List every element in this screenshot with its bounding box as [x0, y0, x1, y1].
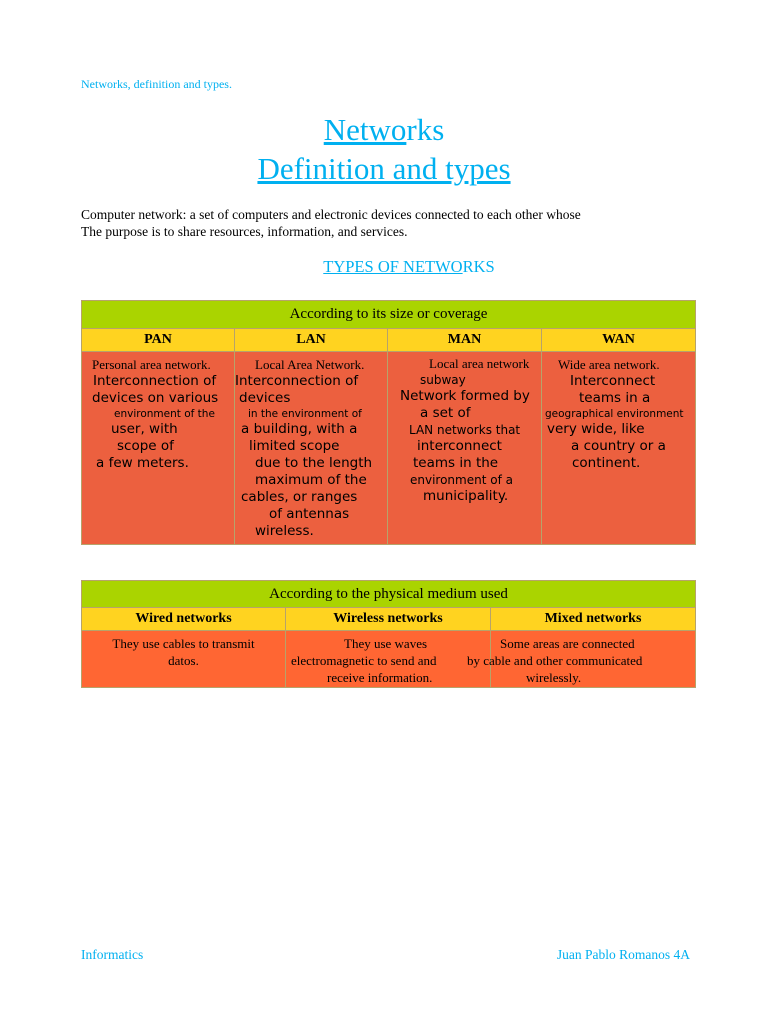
footer-subject: Informatics: [81, 947, 144, 962]
size-coverage-table: [81, 300, 696, 545]
intro-line-1: Computer network: a set of computers and electronic devices connected to each other whose: [81, 207, 581, 222]
col-wan: WAN: [542, 329, 696, 352]
wired-cell: They use cables to transmit datos.: [82, 631, 286, 688]
wan-cell: Wide area network. Interconnect teams in a geographical environment very wide, like a country or a continent.: [542, 352, 696, 545]
mixed-cell: Some areas are connected by cable and other communicated wirelessly.: [491, 631, 696, 688]
size-table-header: According to its size or coverage: [82, 301, 696, 329]
pan-cell: Personal area network. Interconnection of devices on various environment of the user, with scope of a few meters.: [82, 352, 235, 545]
col-man: MAN: [388, 329, 542, 352]
physical-medium-table: [81, 580, 696, 688]
col-wireless: Wireless networks: [286, 608, 491, 631]
intro-paragraph: [81, 206, 701, 240]
col-mixed: Mixed networks: [491, 608, 696, 631]
footer-author: Juan Pablo Romanos 4A: [556, 947, 690, 962]
lan-cell: Local Area Network. Interconnection of devices in the environment of a building, with a limited scope due to the length maximum of the cables, or ranges of antennas wireless.: [235, 352, 388, 545]
intro-line-2: The purpose is to share resources, information, and services.: [81, 224, 408, 239]
wireless-cell: They use waves electromagnetic to send and receive information.: [286, 631, 491, 688]
col-wired: Wired networks: [82, 608, 286, 631]
document-title: Networks: [323, 112, 445, 147]
man-cell: Local area network subway Network formed by a set of LAN networks that interconnect teams in the environment of a municipality.: [388, 352, 542, 545]
document-subtitle: Definition and types: [257, 151, 511, 186]
medium-table-header: According to the physical medium used: [82, 581, 696, 608]
types-heading: TYPES OF NETWORKS: [323, 257, 495, 276]
col-pan: PAN: [82, 329, 235, 352]
col-lan: LAN: [235, 329, 388, 352]
page-header: Networks, definition and types.: [81, 77, 232, 91]
